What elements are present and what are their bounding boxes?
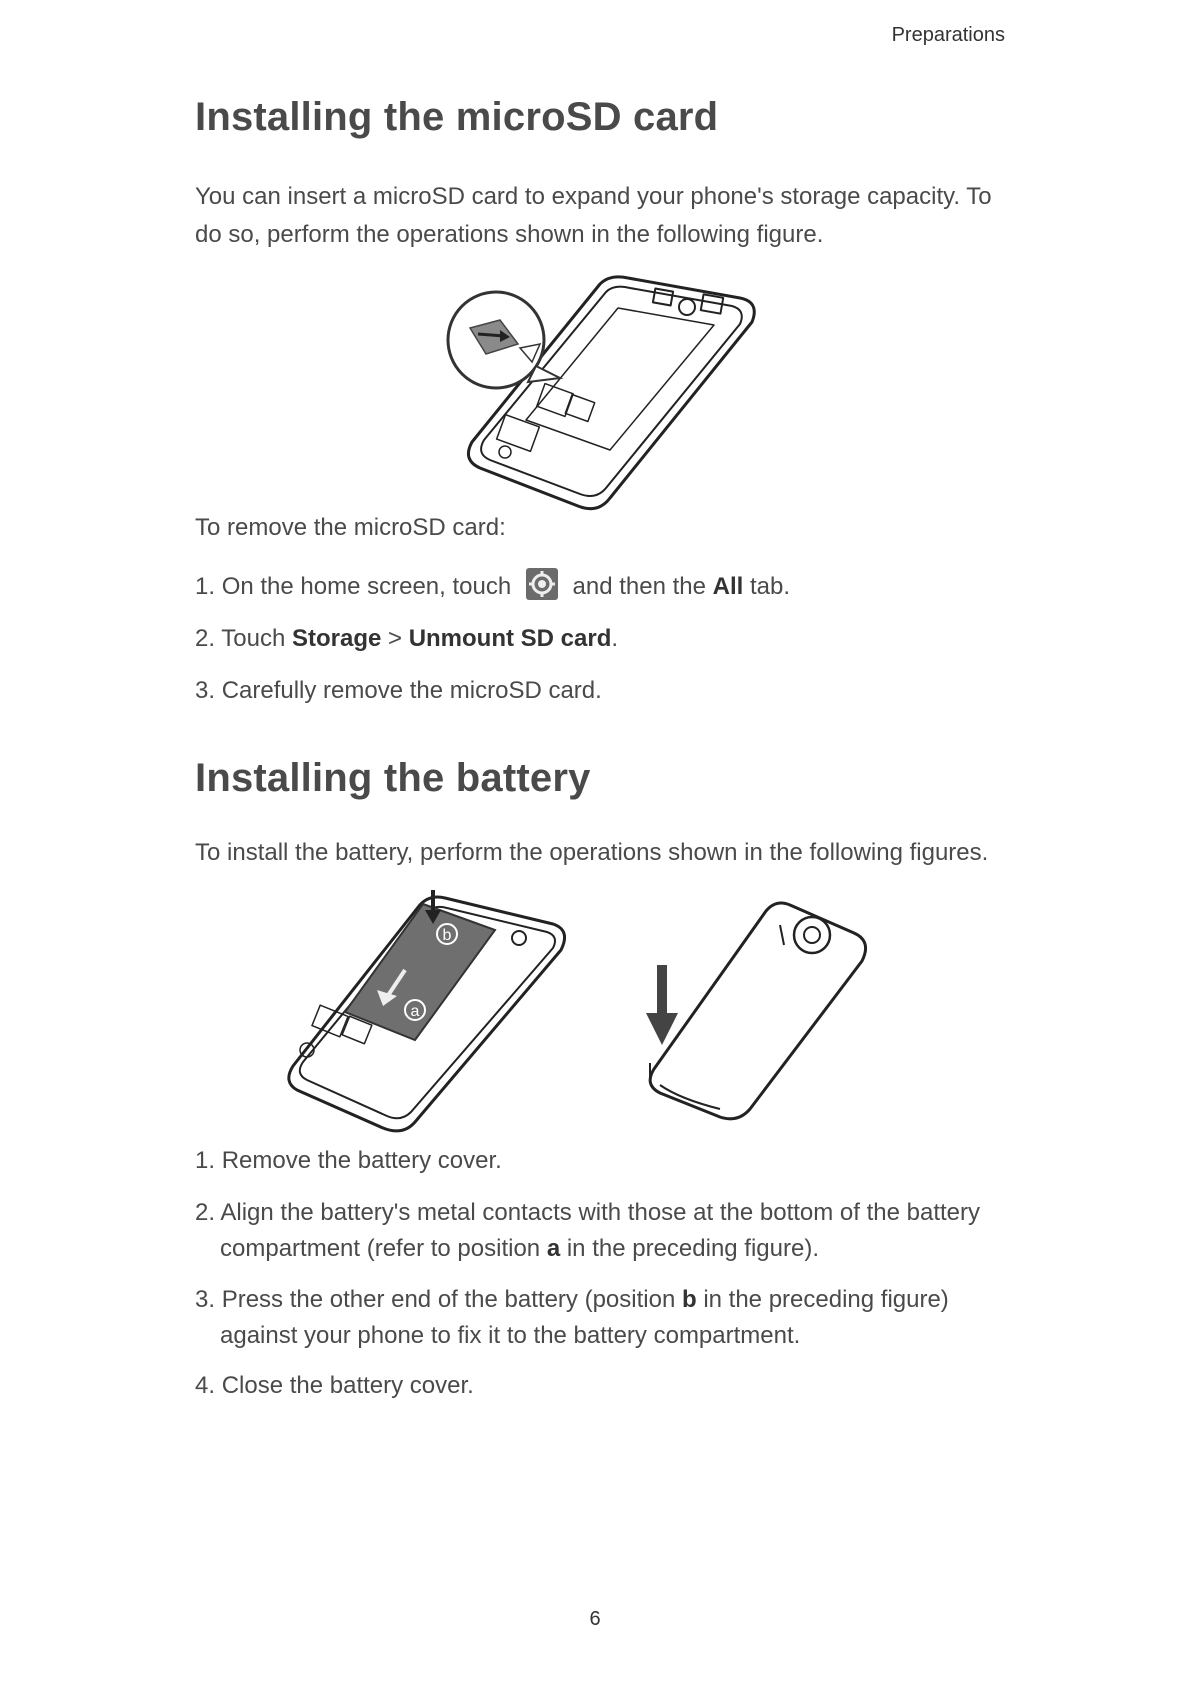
- microsd-step-3: 3. Carefully remove the microSD card.: [195, 677, 602, 704]
- battery-step-2: 2. Align the battery's metal contacts with those at the bottom of the battery compartment (refer to position a in the preceding figure).: [195, 1199, 981, 1262]
- battery-step-3: 3. Press the other end of the battery (position b in the preceding figure) against your phone to fix it to the battery compartment.: [195, 1286, 949, 1349]
- microsd-step-2: 2. Touch Storage > Unmount SD card.: [195, 625, 619, 652]
- microsd-step-1: 1. On the home screen, touch and then the All tab.: [195, 568, 1015, 605]
- settings-gear-icon: [526, 568, 558, 600]
- battery-cover-figure: [640, 895, 880, 1125]
- page-number: 6: [589, 1608, 601, 1630]
- battery-step-1: 1. Remove the battery cover.: [195, 1147, 502, 1174]
- microsd-intro: You can insert a microSD card to expand your phone's storage capacity. To do so, perform the operations shown in the following figure.: [195, 183, 992, 248]
- battery-insert-figure: [285, 890, 575, 1135]
- position-b-label: b: [442, 927, 452, 944]
- battery-step-4: 4. Close the battery cover.: [195, 1372, 474, 1399]
- section-title-microsd: Installing the microSD card: [195, 95, 719, 139]
- position-a-label: a: [410, 1003, 420, 1020]
- remove-intro: To remove the microSD card:: [195, 514, 506, 541]
- section-title-battery: Installing the battery: [195, 756, 591, 800]
- running-header: Preparations: [891, 24, 1005, 46]
- battery-intro: To install the battery, perform the operations shown in the following figures.: [195, 839, 989, 866]
- microsd-insertion-figure: [440, 270, 770, 515]
